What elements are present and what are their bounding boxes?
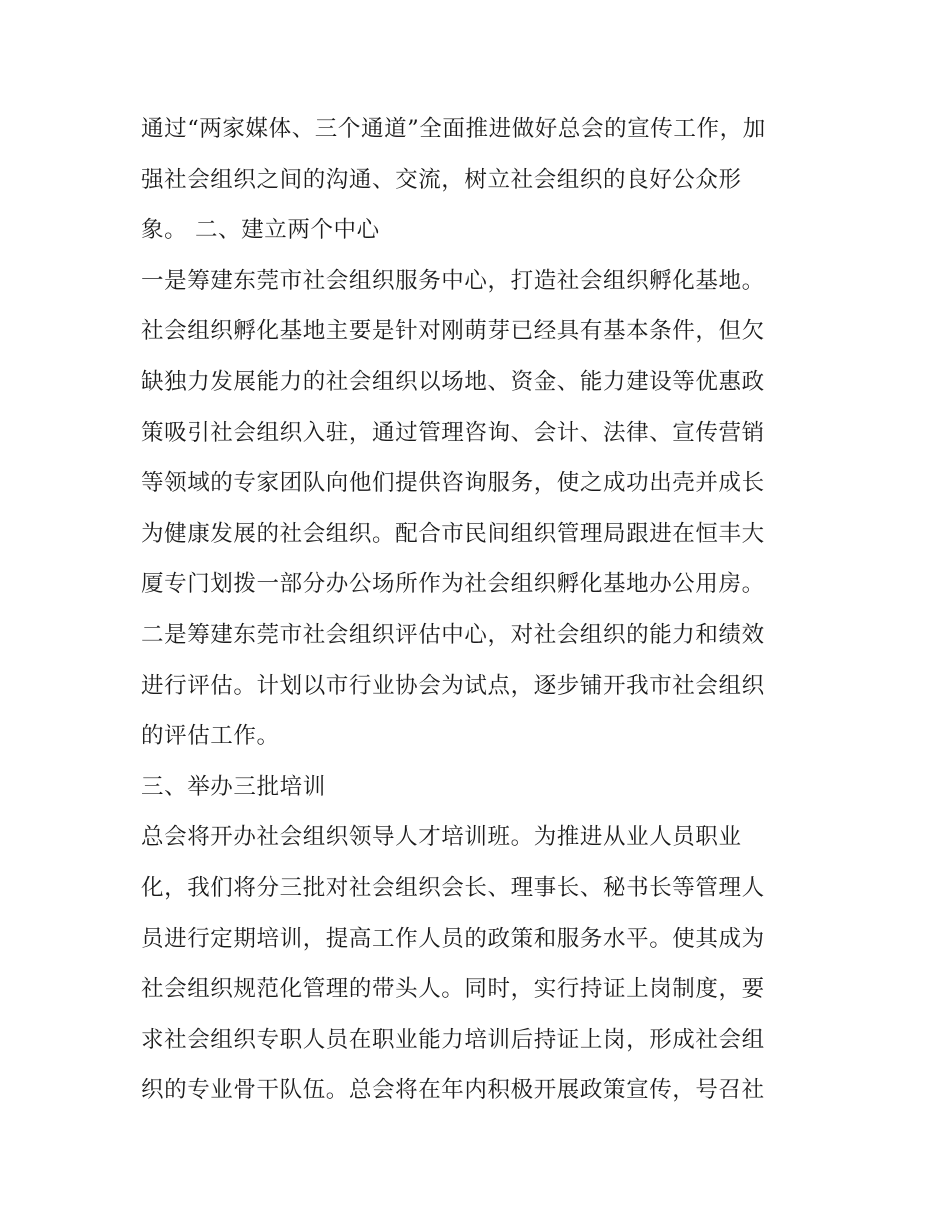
text-line: 为健康发展的社会组织。配合市民间组织管理局跟进在恒丰大 xyxy=(141,521,765,547)
text-line: 社会组织规范化管理的带头人。同时，实行持证上岗制度，要 xyxy=(141,976,765,1002)
text-line: 进行评估。计划以市行业协会为试点，逐步铺开我市社会组织 xyxy=(141,673,765,699)
text-line: 社会组织孵化基地主要是针对刚萌芽已经具有基本条件，但欠 xyxy=(141,318,765,344)
text-line: 缺独力发展能力的社会组织以场地、资金、能力建设等优惠政 xyxy=(141,369,765,395)
text-line: 织的专业骨干队伍。总会将在年内积极开展政策宣传，号召社 xyxy=(141,1077,765,1103)
text-line: 化，我们将分三批对社会组织会长、理事长、秘书长等管理人 xyxy=(141,875,765,901)
text-line: 象。 二、建立两个中心 xyxy=(141,217,380,243)
text-line: 总会将开办社会组织领导人才培训班。为推进从业人员职业 xyxy=(141,824,742,850)
section-heading: 三、举办三批培训 xyxy=(141,774,326,800)
text-line: 通过“两家媒体、三个通道”全面推进做好总会的宣传工作，加 xyxy=(141,116,766,142)
text-line: 策吸引社会组织入驻，通过管理咨询、会计、法律、宣传营销 xyxy=(141,420,765,446)
text-line: 求社会组织专职人员在职业能力培训后持证上岗，形成社会组 xyxy=(141,1027,765,1053)
text-line: 员进行定期培训，提高工作人员的政策和服务水平。使其成为 xyxy=(141,926,765,952)
text-line: 等领域的专家团队向他们提供咨询服务，使之成功出壳并成长 xyxy=(141,470,765,496)
text-line: 二是筹建东莞市社会组织评估中心，对社会组织的能力和绩效 xyxy=(141,622,765,648)
text-line: 一是筹建东莞市社会组织服务中心，打造社会组织孵化基地。 xyxy=(141,268,765,294)
text-line: 厦专门划拨一部分办公场所作为社会组织孵化基地办公用房。 xyxy=(141,571,765,597)
text-line: 的评估工作。 xyxy=(141,723,280,749)
text-line: 强社会组织之间的沟通、交流，树立社会组织的良好公众形 xyxy=(141,167,742,193)
